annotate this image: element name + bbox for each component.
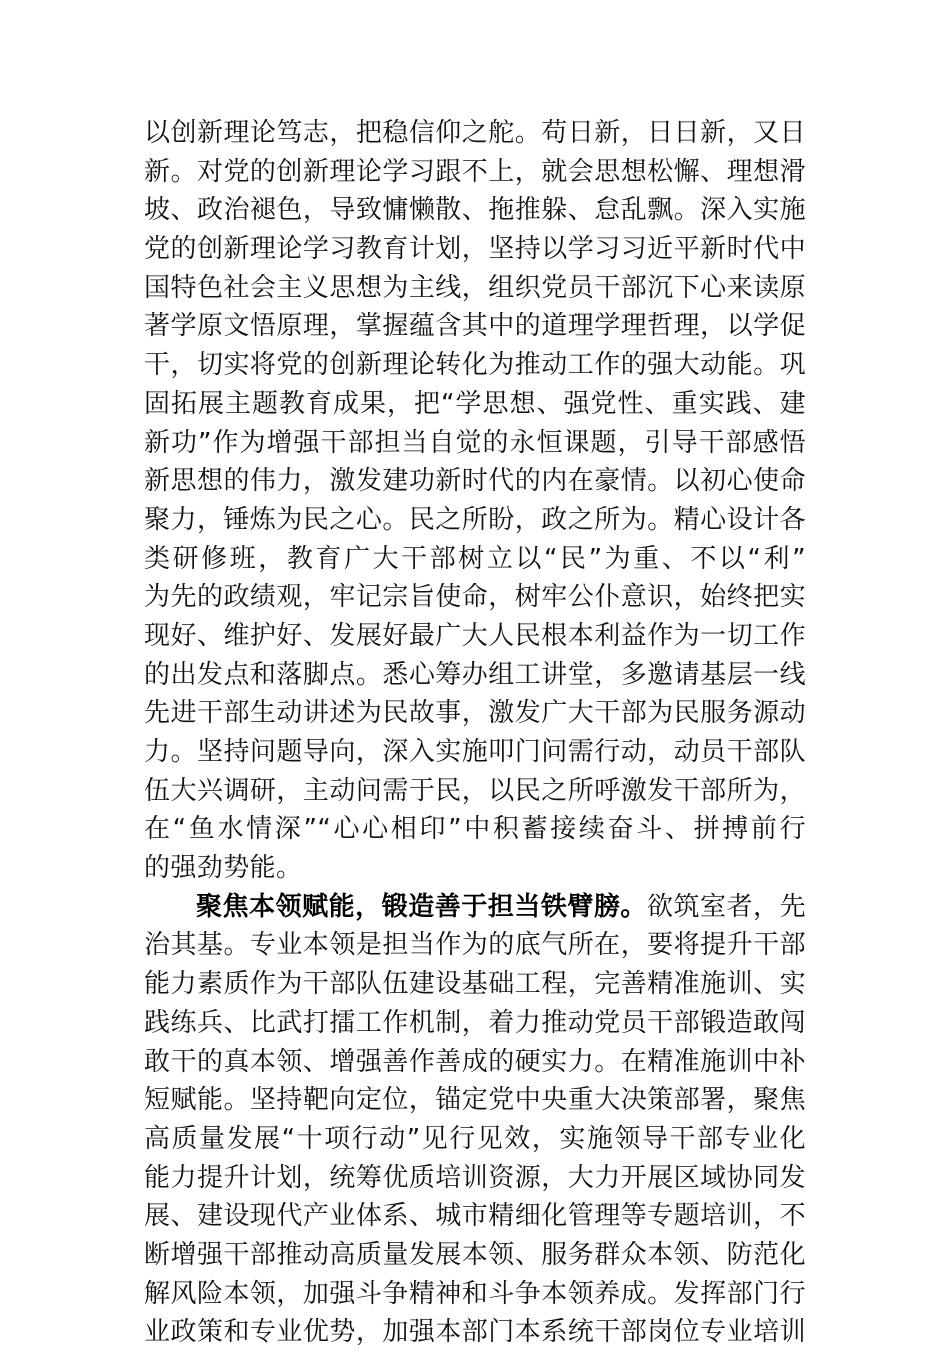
text-line: 新思想的伟力，激发建功新时代的内在豪情。以初心使命 [144,466,806,497]
text-line: 力。坚持问题导向，深入实施叩门问需行动，动员干部队 [144,737,806,767]
text-line: 固拓展主题教育成果，把“学思想、强党性、重实践、建 [144,388,806,419]
text-line: 先进干部生动讲述为民故事，激发广大干部为民服务源动 [144,698,806,729]
paragraph-ability [144,888,806,1352]
text-line: 业政策和专业优势，加强本部门本系统干部岗位专业培训 [144,1317,806,1348]
paragraph-heading: 聚焦本领赋能，锻造善于担当铁臂膀。 [196,891,647,922]
text-line: 能力素质作为干部队伍建设基础工程，完善精准施训、实 [144,969,806,1000]
heading-followup-text: 欲筑室者，先 [646,891,806,922]
text-line: 现好、维护好、发展好最广大人民根本利益作为一切工作 [144,620,806,651]
text-line: 治其基。专业本领是担当作为的底气所在，要将提升干部 [144,930,806,961]
text-line: 国特色社会主义思想为主线，组织党员干部沉下心来读原 [144,272,806,303]
paragraph-first-line [144,888,806,927]
text-line: 展、建设现代产业体系、城市精细化管理等专题培训，不 [144,1201,806,1232]
text-line: 断增强干部推动高质量发展本领、服务群众本领、防范化 [144,1239,806,1270]
text-line: 著学原文悟原理，掌握蕴含其中的道理学理哲理，以学促 [144,311,806,342]
text-line: 新功”作为增强干部担当自觉的永恒课题，引导干部感悟 [144,427,806,458]
text-line: 新。对党的创新理论学习跟不上，就会思想松懈、理想滑 [144,156,806,187]
document-body [144,114,806,1352]
text-line: 类研修班，教育广大干部树立以“民”为重、不以“利” [144,543,806,574]
text-line: 聚力，锤炼为民之心。民之所盼，政之所为。精心设计各 [144,504,806,535]
text-line: 以创新理论笃志，把稳信仰之舵。苟日新，日日新，又日 [144,118,806,148]
text-line: 的出发点和落脚点。悉心筹办组工讲堂，多邀请基层一线 [144,659,806,690]
text-line: 高质量发展“十项行动”见行见效，实施领导干部专业化 [144,1123,806,1154]
text-line: 能力提升计划，统筹优质培训资源，大力开展区域协同发 [144,1162,806,1193]
text-line: 坡、政治褪色，导致慵懒散、拖推躲、怠乱飘。深入实施 [144,195,806,226]
text-line: 敢干的真本领、增强善作善成的硬实力。在精准施训中补 [144,1046,806,1077]
paragraph-theory [144,114,806,888]
text-line: 践练兵、比武打擂工作机制，着力推动党员干部锻造敢闯 [144,1007,806,1038]
text-line: 的强劲势能。 [144,853,303,884]
text-line: 在“鱼水情深”“心心相印”中积蓄接续奋斗、拼搏前行 [144,814,806,845]
text-line: 干，切实将党的创新理论转化为推动工作的强大动能。巩 [144,350,806,381]
text-line: 短赋能。坚持靶向定位，锚定党中央重大决策部署，聚焦 [144,1085,806,1116]
text-line: 党的创新理论学习教育计划，坚持以学习习近平新时代中 [144,234,806,265]
text-line: 伍大兴调研，主动问需于民，以民之所呼激发干部所为， [144,775,806,806]
text-line: 解风险本领，加强斗争精神和斗争本领养成。发挥部门行 [144,1278,806,1309]
text-line: 为先的政绩观，牢记宗旨使命，树牢公仆意识，始终把实 [144,582,806,613]
